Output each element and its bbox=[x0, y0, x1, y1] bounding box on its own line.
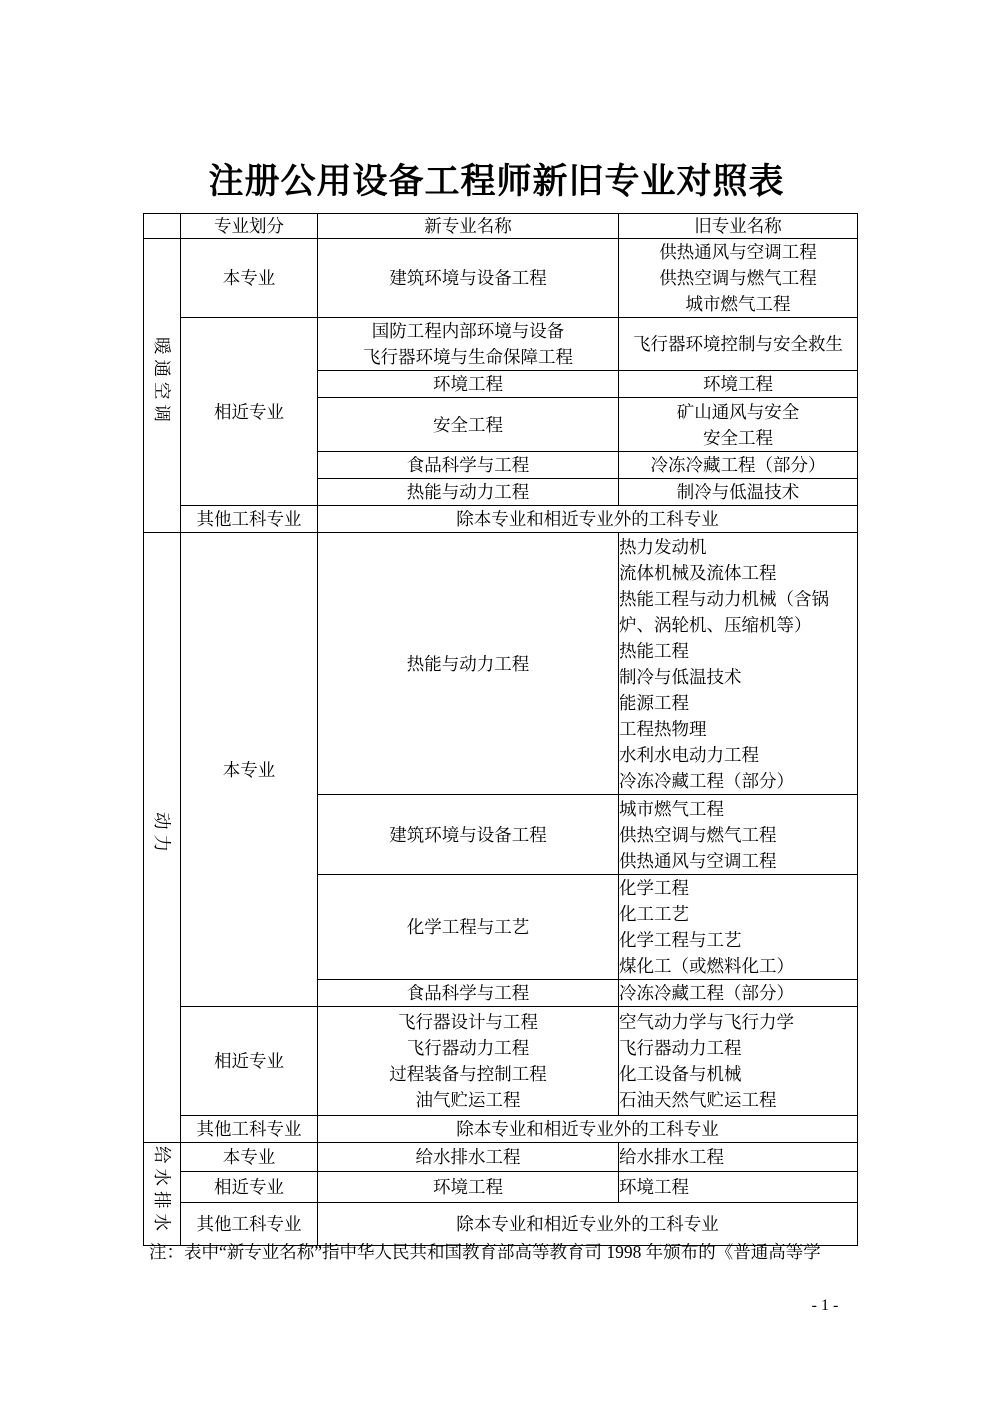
table-header-row bbox=[144, 214, 858, 239]
table-row bbox=[144, 1143, 858, 1172]
table-row bbox=[144, 239, 858, 318]
cell-line: 国防工程内部环境与设备 bbox=[371, 321, 565, 341]
other-majors-cell: 除本专业和相近专业外的工科专业 bbox=[318, 1116, 858, 1143]
header-new-name: 新专业名称 bbox=[318, 214, 619, 239]
new-major-cell bbox=[318, 980, 619, 1007]
cell-line: 流体机械及流体工程 bbox=[619, 562, 777, 583]
header-old-name: 旧专业名称 bbox=[619, 214, 858, 239]
cell-line: 环境工程 bbox=[619, 1177, 689, 1197]
new-major-cell bbox=[318, 239, 619, 318]
new-major-cell bbox=[318, 1143, 619, 1172]
page-number: - 1 - bbox=[811, 1297, 839, 1314]
new-major-cell bbox=[318, 318, 619, 371]
cell-line: 煤化工（或燃料化工） bbox=[619, 956, 794, 976]
cell-line: 空气动力学与飞行力学 bbox=[619, 1012, 794, 1032]
cell-line: 冷冻冷藏工程（部分） bbox=[650, 455, 826, 475]
cell-line: 制冷与低温技术 bbox=[676, 482, 800, 502]
page-title: 注册公用设备工程师新旧专业对照表 bbox=[208, 162, 785, 201]
cell-line: 供热通风与空调工程 bbox=[659, 242, 817, 262]
cell-line: 飞行器设计与工程 bbox=[398, 1012, 538, 1032]
cell-line: 油气贮运工程 bbox=[415, 1090, 521, 1110]
division-cell: 本专业 bbox=[181, 1143, 318, 1172]
division-cell: 本专业 bbox=[181, 533, 318, 1007]
section-cell-hvac bbox=[144, 239, 181, 533]
old-major-cell bbox=[619, 239, 858, 318]
cell-line: 环境工程 bbox=[433, 374, 503, 394]
table-row bbox=[144, 506, 858, 533]
cell-line: 城市燃气工程 bbox=[685, 294, 791, 314]
old-major-cell bbox=[619, 371, 858, 398]
comparison-table bbox=[143, 213, 858, 1246]
old-major-cell bbox=[619, 398, 858, 452]
cell-line: 化学工程与工艺 bbox=[619, 930, 742, 950]
division-cell: 相近专业 bbox=[181, 1007, 318, 1116]
cell-line: 热能与动力工程 bbox=[406, 482, 530, 502]
table-row bbox=[144, 1172, 858, 1203]
cell-line: 过程装备与控制工程 bbox=[389, 1064, 547, 1084]
table-row bbox=[144, 533, 858, 795]
cell-line: 飞行器环境控制与安全救生 bbox=[633, 334, 843, 354]
cell-line: 飞行器环境与生命保障工程 bbox=[363, 347, 573, 367]
table-row bbox=[144, 1116, 858, 1143]
section-cell-water bbox=[144, 1143, 181, 1246]
cell-line: 建筑环境与设备工程 bbox=[389, 268, 547, 288]
cell-line: 炉、涡轮机、压缩机等） bbox=[619, 614, 812, 635]
cell-line: 供热空调与燃气工程 bbox=[659, 268, 817, 288]
section-cell-power bbox=[144, 533, 181, 1143]
cell-line: 石油天然气贮运工程 bbox=[619, 1090, 777, 1110]
new-major-cell bbox=[318, 1007, 619, 1116]
new-major-cell bbox=[318, 1172, 619, 1203]
cell-line: 供热空调与燃气工程 bbox=[619, 824, 777, 845]
header-division: 专业划分 bbox=[181, 214, 318, 239]
division-cell: 其他工科专业 bbox=[181, 506, 318, 533]
division-cell: 本专业 bbox=[181, 239, 318, 318]
cell-line: 矿山通风与安全 bbox=[676, 401, 800, 422]
cell-line: 环境工程 bbox=[703, 374, 773, 394]
division-cell: 相近专业 bbox=[181, 318, 318, 506]
cell-line: 热能工程与动力机械（含锅 bbox=[619, 588, 829, 609]
cell-line: 飞行器动力工程 bbox=[406, 1038, 530, 1058]
cell-line: 化学工程 bbox=[619, 878, 689, 898]
old-major-cell bbox=[619, 1143, 858, 1172]
cell-line: 冷冻冷藏工程（部分） bbox=[619, 983, 794, 1003]
cell-line: 冷冻冷藏工程（部分） bbox=[619, 770, 794, 791]
cell-line: 安全工程 bbox=[433, 414, 503, 435]
cell-line: 能源工程 bbox=[619, 692, 689, 713]
cell-line: 化学工程与工艺 bbox=[406, 917, 530, 937]
division-cell: 其他工科专业 bbox=[181, 1203, 318, 1246]
new-major-cell bbox=[318, 533, 619, 795]
cell-line: 环境工程 bbox=[433, 1177, 503, 1197]
cell-line: 工程热物理 bbox=[619, 718, 707, 739]
old-major-cell bbox=[619, 795, 858, 875]
old-major-cell bbox=[619, 452, 858, 479]
new-major-cell bbox=[318, 795, 619, 875]
cell-line: 食品科学与工程 bbox=[406, 455, 530, 475]
old-major-cell bbox=[619, 533, 858, 795]
new-major-cell bbox=[318, 371, 619, 398]
footnote: 注：表中“新专业名称”指中华人民共和国教育部高等教育司 1998 年颁布的《普通高等学 bbox=[149, 1242, 821, 1262]
cell-line: 城市燃气工程 bbox=[619, 798, 724, 819]
old-major-cell bbox=[619, 479, 858, 506]
table-row bbox=[144, 318, 858, 371]
cell-line: 给水排水工程 bbox=[619, 1147, 724, 1167]
new-major-cell bbox=[318, 398, 619, 452]
section-label: 暖通空调 bbox=[152, 337, 172, 427]
old-major-cell bbox=[619, 875, 858, 980]
cell-line: 制冷与低温技术 bbox=[619, 666, 742, 687]
old-major-cell bbox=[619, 980, 858, 1007]
cell-line: 化工设备与机械 bbox=[619, 1064, 742, 1084]
cell-line: 飞行器动力工程 bbox=[619, 1038, 742, 1058]
cell-line: 安全工程 bbox=[703, 427, 773, 448]
other-majors-cell: 除本专业和相近专业外的工科专业 bbox=[318, 1203, 858, 1246]
cell-line: 热能工程 bbox=[619, 640, 689, 661]
new-major-cell bbox=[318, 452, 619, 479]
table-row bbox=[144, 1007, 858, 1116]
other-majors-cell: 除本专业和相近专业外的工科专业 bbox=[318, 506, 858, 533]
old-major-cell bbox=[619, 1007, 858, 1116]
cell-line: 建筑环境与设备工程 bbox=[389, 824, 547, 845]
division-cell: 其他工科专业 bbox=[181, 1116, 318, 1143]
cell-line: 热能与动力工程 bbox=[406, 653, 530, 674]
cell-line: 供热通风与空调工程 bbox=[619, 850, 777, 871]
cell-line: 化工工艺 bbox=[619, 904, 689, 924]
division-cell: 相近专业 bbox=[181, 1172, 318, 1203]
new-major-cell bbox=[318, 479, 619, 506]
cell-line: 水利水电动力工程 bbox=[619, 744, 759, 765]
cell-line: 热力发动机 bbox=[619, 536, 707, 557]
cell-line: 食品科学与工程 bbox=[406, 983, 530, 1003]
cell-line: 给水排水工程 bbox=[415, 1147, 521, 1167]
old-major-cell bbox=[619, 318, 858, 371]
old-major-cell bbox=[619, 1172, 858, 1203]
corner-cell bbox=[144, 214, 181, 239]
new-major-cell bbox=[318, 875, 619, 980]
section-label: 动力 bbox=[152, 811, 172, 857]
section-label: 给水排水 bbox=[152, 1145, 172, 1236]
